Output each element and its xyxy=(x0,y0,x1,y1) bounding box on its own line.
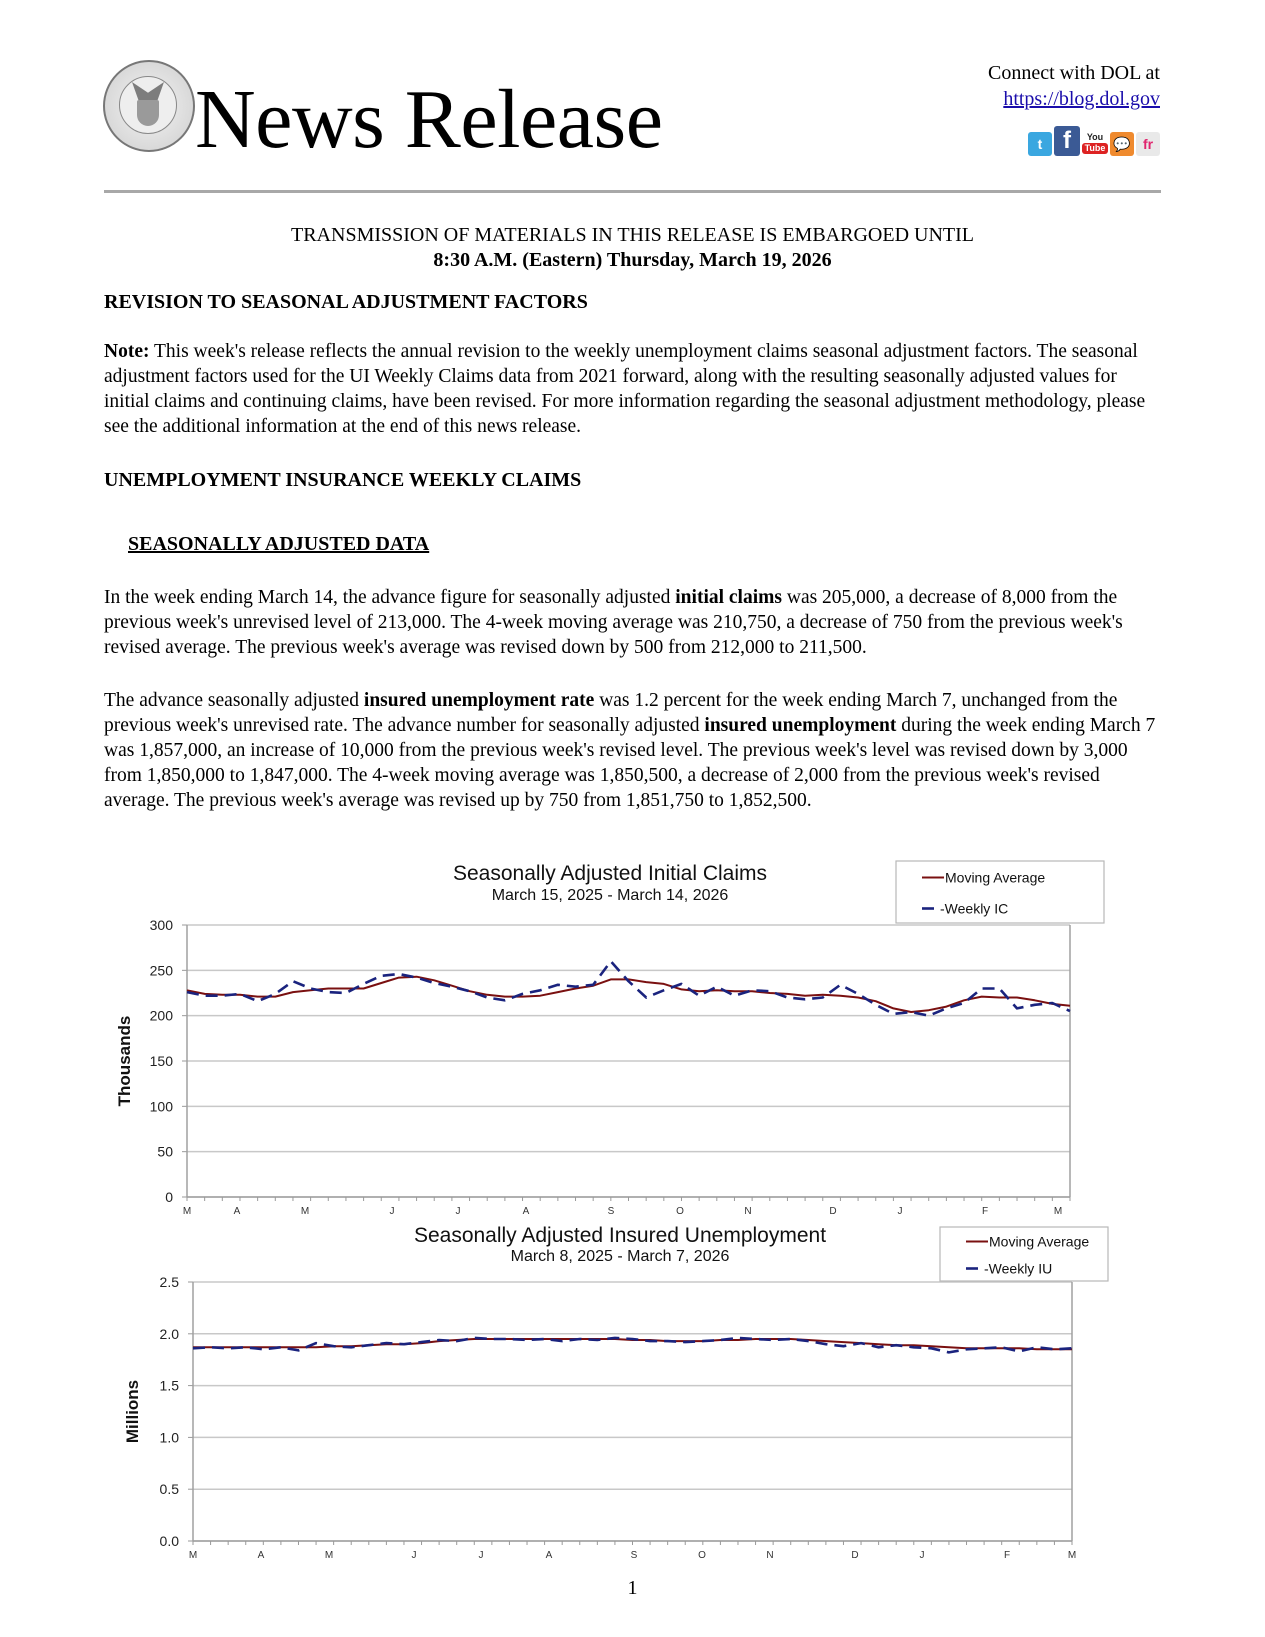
text: was 205,000, a decrease of 8,000 from the previous week's unrevised level of 213,000. The 4-week moving average was 210,750, a decrease of 750 from the previous week's revised average. The previous week's average was revised down by 500 from 212,000 to 211,500. xyxy=(104,587,1123,658)
y-tick-label: 1.5 xyxy=(159,1377,179,1394)
y-tick-label: 250 xyxy=(149,962,173,979)
x-tick-label: D xyxy=(851,1550,859,1561)
x-tick-label: J xyxy=(478,1550,484,1561)
text: In the week ending March 14, the advance figure for seasonally adjusted xyxy=(104,587,676,608)
weekly-series-line xyxy=(193,1338,1072,1353)
x-tick-label: A xyxy=(257,1550,265,1561)
blog-icon[interactable]: 💬 xyxy=(1110,132,1134,156)
page-number: 1 xyxy=(627,1577,638,1599)
text: during the week ending March 7 was 1,857,000, an increase of 10,000 from the previous week's revised level. The previous week's level was revised down by 3,000 from 1,850,000 to 1,847,000. The 4-week moving average was 1,850,500, a decrease of 2,000 from the previous week's revised average. The previous week's average was revised up by 750 from 1,851,750 to 1,852,500. xyxy=(104,715,1156,811)
x-tick-label: J xyxy=(411,1550,417,1561)
chart-subtitle: March 15, 2025 - March 14, 2026 xyxy=(491,887,729,904)
y-tick-label: 0 xyxy=(165,1189,173,1205)
text: was 1.2 percent for the week ending March 7, unchanged from the previous week's unrevised rate. The advance number for seasonally adjusted xyxy=(104,690,1118,736)
y-tick-label: 0.5 xyxy=(159,1481,179,1498)
bold-term: insured unemployment rate xyxy=(363,690,595,711)
x-tick-label: A xyxy=(233,1206,241,1217)
chart-legend xyxy=(940,1227,1108,1281)
initial-claims-chart xyxy=(115,861,1104,1217)
page-title: News Release xyxy=(195,73,663,166)
x-tick-label: M xyxy=(1053,1206,1063,1217)
x-tick-label: O xyxy=(698,1550,706,1561)
x-tick-label: J xyxy=(389,1206,395,1217)
connect-label: Connect with DOL at xyxy=(987,62,1160,84)
bold-term: initial claims xyxy=(675,587,782,608)
x-tick-label: D xyxy=(829,1206,837,1217)
x-tick-label: M xyxy=(324,1550,334,1561)
chart-subtitle: March 8, 2025 - March 7, 2026 xyxy=(510,1248,730,1265)
note-label: Note: xyxy=(104,341,150,362)
insured-unemployment-chart xyxy=(123,1224,1108,1561)
x-tick-label: A xyxy=(522,1206,530,1217)
blog-link[interactable]: https://blog.dol.gov xyxy=(1003,88,1160,110)
legend-label: Moving Average xyxy=(945,869,1046,886)
y-tick-label: 1.0 xyxy=(159,1429,179,1446)
text: The advance seasonally adjusted xyxy=(104,690,364,711)
youtube-icon-top: You xyxy=(1086,132,1104,142)
chart-title: Seasonally Adjusted Initial Claims xyxy=(453,862,767,885)
x-tick-label: N xyxy=(744,1206,752,1217)
x-tick-label: J xyxy=(897,1206,903,1217)
x-tick-label: S xyxy=(630,1550,638,1561)
y-axis-label: Millions xyxy=(123,1379,142,1444)
y-tick-label: 200 xyxy=(149,1007,173,1024)
flickr-icon[interactable]: fr xyxy=(1136,132,1160,156)
x-tick-label: N xyxy=(766,1550,774,1561)
x-tick-label: M xyxy=(182,1206,192,1217)
legend-label: -Weekly IU xyxy=(984,1260,1053,1277)
note-text: This week's release reflects the annual revision to the weekly unemployment claims seasonal adjustment factors. The seasonal adjustment factors used for the UI Weekly Claims data from 2021 forward, along with the resulting seasonally adjusted values for initial claims and continuing claims, have been revised. For more information regarding the seasonal adjustment methodology, please see the additional information at the end of this news release. xyxy=(104,341,1146,437)
legend-label: -Weekly IC xyxy=(940,900,1009,917)
x-tick-label: M xyxy=(300,1206,310,1217)
y-tick-label: 50 xyxy=(157,1143,173,1160)
y-tick-label: 300 xyxy=(149,917,173,933)
youtube-icon-bottom: Tube xyxy=(1082,143,1108,154)
y-tick-label: 2.0 xyxy=(159,1325,179,1342)
bold-term: insured unemployment xyxy=(704,715,897,736)
y-tick-label: 2.5 xyxy=(159,1274,179,1290)
x-tick-label: S xyxy=(607,1206,615,1217)
facebook-icon[interactable]: f xyxy=(1054,126,1080,156)
ui-heading: UNEMPLOYMENT INSURANCE WEEKLY CLAIMS xyxy=(104,469,582,491)
sa-heading: SEASONALLY ADJUSTED DATA xyxy=(128,533,430,555)
embargo-line-1: TRANSMISSION OF MATERIALS IN THIS RELEASE IS EMBARGOED UNTIL xyxy=(291,224,974,246)
x-tick-label: O xyxy=(676,1206,684,1217)
y-tick-label: 150 xyxy=(149,1053,173,1069)
x-tick-label: A xyxy=(545,1550,553,1561)
x-tick-label: J xyxy=(455,1206,461,1217)
legend-label: Moving Average xyxy=(989,1233,1090,1250)
x-tick-label: M xyxy=(188,1550,198,1561)
y-tick-label: 100 xyxy=(149,1098,173,1115)
twitter-icon[interactable]: t xyxy=(1028,132,1052,156)
chart-legend xyxy=(896,861,1104,923)
x-tick-label: F xyxy=(981,1206,989,1217)
revision-heading: REVISION TO SEASONAL ADJUSTMENT FACTORS xyxy=(104,291,588,313)
y-tick-label: 0.0 xyxy=(159,1533,179,1549)
x-tick-label: M xyxy=(1067,1550,1077,1561)
embargo-line-2: 8:30 A.M. (Eastern) Thursday, March 19, 2026 xyxy=(433,249,832,271)
chart-title: Seasonally Adjusted Insured Unemployment xyxy=(413,1224,827,1247)
x-tick-label: F xyxy=(1003,1550,1011,1561)
x-tick-label: J xyxy=(919,1550,925,1561)
y-axis-label: Thousands xyxy=(115,1015,134,1107)
